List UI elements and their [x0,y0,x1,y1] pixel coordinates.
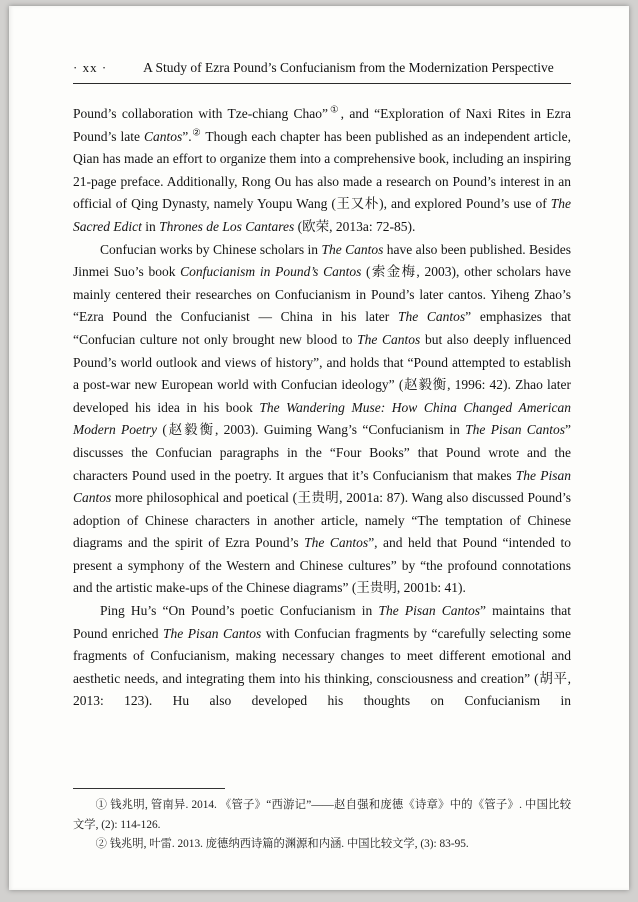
italic-title-run: The Sacred Edict [73,196,571,234]
text-run: Confucian works by Chinese scholars in [100,241,322,257]
italic-title-run: The Pisan Cantos [73,467,571,506]
italic-title-run: Confucianism in Pound’s Cantos [180,264,362,280]
footnote: ① 钱兆明, 管南异. 2014. 《管子》“西游记”——赵自强和庞德《诗章》中的《管子》. 中国比较文学, (2): 114-126. [73,799,571,831]
text-run: ” maintains that Pound enriched [73,603,571,641]
text-run: more philosophical and poetical (王贵明, 2001a: 87). Wang also discussed Pound’s adoption of Chinese characters in another article, namely “The temptation of Chinese diagrams and the spirit of Ezra Pound’s [73,490,571,551]
body-paragraphs [73,103,571,713]
paragraph [73,239,571,601]
text-run: Pound’s collaboration with Tze-chiang Chao” [73,106,329,121]
text-run: in [141,218,160,234]
italic-title-run: The Pisan Cantos [378,603,480,619]
italic-title-run: The Cantos [357,331,421,347]
paragraph [73,103,571,239]
text-run: but also deeply influenced Pound’s world outlook and views of history”, and holds that “Pound attempted to establish a post-war new European world with Confucian ideology” (赵毅衡, 1996: 42). Zhao later developed his idea in his book [73,331,571,415]
text-run: , and “Exploration of Naxi Rites in Ezra Pound’s late [73,106,571,144]
footnote-separator [73,788,225,789]
header-rule [73,83,571,84]
footnote-marker: ② [191,127,202,139]
text-run: with Confucian fragments by “carefully selecting some fragments of Confucianism, making necessary changes to meet different emotional and aesthetic needs, and integrating them into his thinking, consciousness and creation” (胡平, 2013: 123). Hu also developed his thoughts on Confucianism in [73,625,571,709]
text-run: (欧荣, 2013a: 72-85). [294,218,416,234]
text-run: (索金梅, 2003), other scholars have mainly centered their researches on Confucianism in Pound’s later cantos. Yiheng Zhao’s “Ezra Pound the Confucianist — China in his later [73,264,571,325]
page [9,6,629,890]
italic-title-run: The Pisan Cantos [163,625,262,641]
footnotes [73,796,571,855]
text-run: ” discusses the Confucian paragraphs in the “Four Books” that Pound wrote and the characters Pound used in the poetry. It argues that it’s Confucianism that makes [73,422,572,483]
text-run: have also been published. Besides Jinmei Suo’s book [73,241,571,280]
text-run: ” emphasizes that “Confucian culture not only brought new blood to [73,309,571,347]
italic-title-run: The Cantos [397,309,466,325]
italic-title-run: The Cantos [304,535,369,551]
footnote-marker: ① [328,104,341,116]
footnote-area [73,788,571,855]
text-run: Ping Hu’s “On Pound’s poetic Confucianism in [100,603,379,619]
italic-title-run: The Wandering Muse: How China Changed American Modern Poetry [73,399,571,438]
italic-title-run: Thrones de Los Cantares [159,218,295,234]
page-number: · xx · [73,60,108,75]
text-run: ”, and held that Pound “intended to present a symphony of the Western and Chinese cultures” by “the profound connotations and the artistic make-ups of the Chinese diagrams” (王贵明, 2001b: 41). [73,535,571,596]
footnote: ② 钱兆明, 叶雷. 2013. 庞德纳西诗篇的渊源和内涵. 中国比较文学, (3): 83-95. [95,838,469,851]
italic-title-run: The Cantos [321,241,384,257]
text-run: (赵毅衡, 2003). Guiming Wang’s “Confucianism in [157,422,466,438]
italic-title-run: Cantos [144,128,183,144]
text-run: Though each chapter has been published as an independent article, Qian has made an effort to organize them into a comprehensive book, including an inspiring 21-page preface. Additionally, Rong Ou has also made a research on Pound’s interest in an official of Qing Dynasty, namely Youpu Wang (王又朴), and explored Pound’s use of [73,128,571,212]
paragraph [73,600,571,713]
text-run: ”. [182,128,192,144]
running-title: A Study of Ezra Pound’s Confucianism from the Modernization Perspective [143,60,554,75]
italic-title-run: The Pisan Cantos [465,422,566,438]
page-header [73,60,571,76]
